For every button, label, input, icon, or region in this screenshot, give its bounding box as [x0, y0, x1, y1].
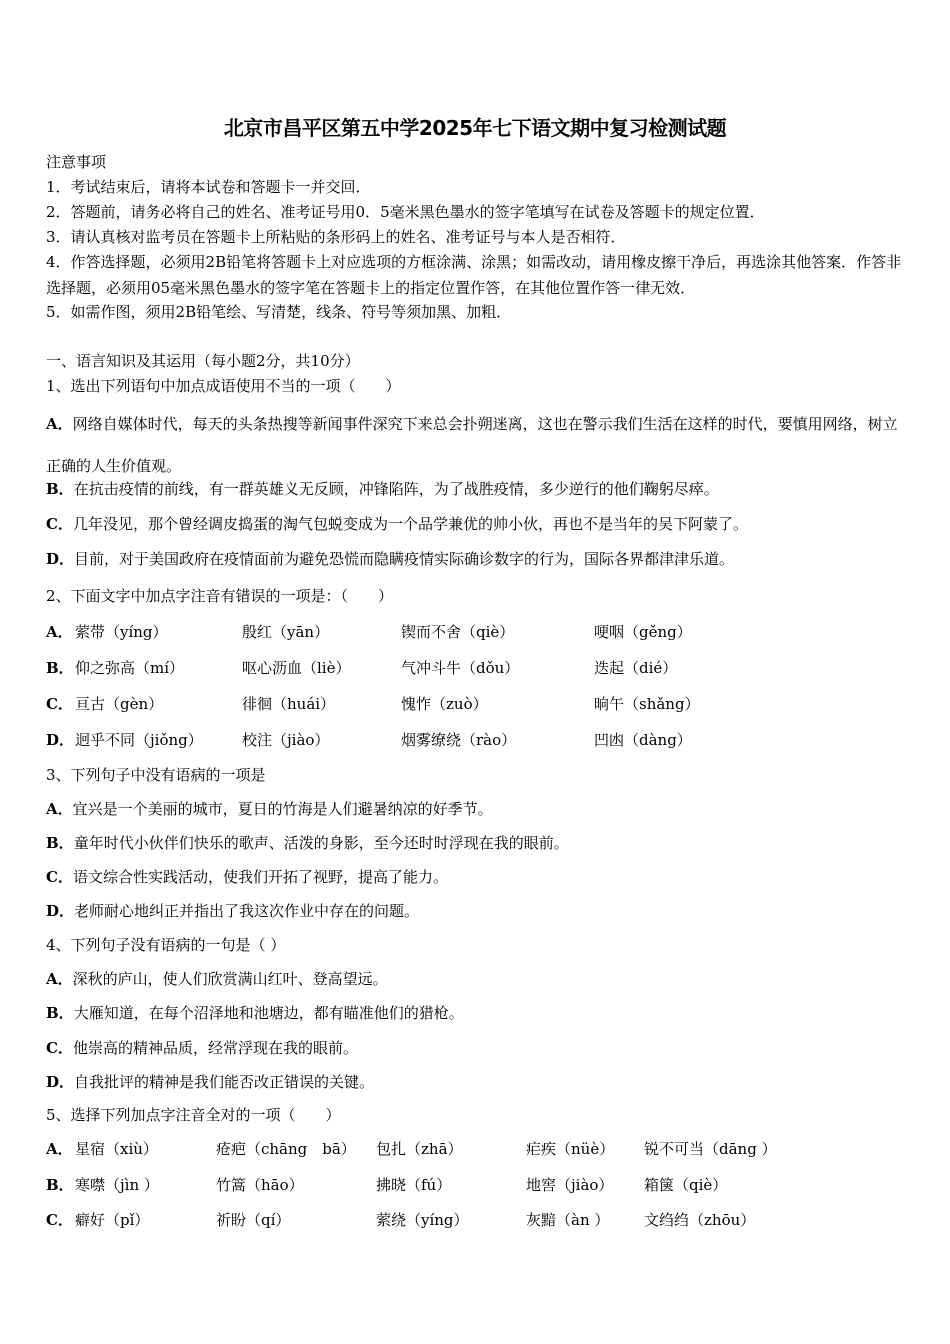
option-text: 自我批评的精神是我们能否改正错误的关键。	[74, 1073, 375, 1091]
option-text: 宜兴是一个美丽的城市，夏日的竹海是人们避暑纳凉的好季节。	[72, 800, 493, 818]
option-a	[46, 799, 493, 819]
option-text: 目前，对于美国政府在疫情面前为避免恐慌而隐瞒疫情实际确诊数字的行为，国际各界都津津乐道。	[74, 550, 735, 568]
notice-item: 2．答题前，请务必将自己的姓名、准考证号用0．5毫米黑色墨水的签字笔填写在试卷及答题卡的规定位置．	[46, 203, 765, 221]
pinyin-item: 锐不可当（dāng ）	[644, 1140, 777, 1158]
option-d	[46, 901, 419, 921]
pinyin-item: 凹凼（dàng）	[594, 731, 692, 749]
notice-item: 4．作答选择题，必须用2B铅笔将答题卡上对应选项的方框涂满、涂黑；如需改动，请用橡皮擦干净后，再选涂其他答案．作答非选择题，必须用05毫米黑色墨水的签字笔在答题卡上的指定位置作答，在其他位置作答一律无效．	[46, 253, 902, 297]
option-label: A．	[46, 623, 73, 641]
option-text: 他崇高的精神品质，经常浮现在我的眼前。	[72, 1039, 358, 1057]
pinyin-item: 地窖（jiào）	[526, 1176, 614, 1194]
option-a	[46, 969, 388, 989]
option-label: D．	[46, 1073, 75, 1091]
pinyin-item: 箱箧（qiè）	[644, 1176, 728, 1194]
notice-item: 3．请认真核对监考员在答题卡上所粘贴的条形码上的姓名、准考证号与本人是否相符．	[46, 228, 626, 246]
pinyin-item: 寒噤（jìn ）	[75, 1176, 159, 1194]
option-label: B．	[46, 1004, 74, 1022]
option-a	[46, 403, 904, 487]
pinyin-item: 锲而不舍（qiè）	[401, 623, 515, 641]
option-label: B．	[46, 1176, 74, 1194]
pinyin-item: 灰黯（àn ）	[526, 1211, 610, 1229]
question-stem: 3、下列句子中没有语病的一项是	[46, 766, 266, 784]
option-text: 语文综合性实践活动，使我们开拓了视野，提高了能力。	[72, 868, 448, 886]
section-heading: 一、语言知识及其运用（每小题2分，共10分）	[46, 352, 360, 370]
pinyin-item: 包扎（zhā）	[376, 1140, 463, 1158]
option-d	[46, 549, 734, 569]
question-stem: 4、下列句子没有语病的一句是（ ）	[46, 936, 286, 954]
pinyin-item: 愧怍（zuò）	[401, 695, 488, 713]
notice-heading: 注意事项	[46, 153, 107, 171]
option-text: 老师耐心地纠正并指出了我这次作业中存在的问题。	[74, 902, 420, 920]
option-d	[46, 1072, 374, 1092]
option-label: B．	[46, 834, 74, 852]
pinyin-item: 迭起（dié）	[594, 659, 678, 677]
option-label: A．	[46, 415, 73, 433]
option-b	[46, 833, 569, 853]
question-stem: 2、下面文字中加点字注音有错误的一项是：（ ）	[46, 587, 394, 605]
pinyin-item: 疟疾（nüè）	[526, 1140, 615, 1158]
pinyin-item: 呕心沥血（liè）	[242, 659, 351, 677]
pinyin-item: 萦绕（yíng）	[376, 1211, 469, 1229]
option-label: B．	[46, 480, 74, 498]
option-label: A．	[46, 1140, 73, 1158]
pinyin-item: 竹篙（hāo）	[216, 1176, 304, 1194]
option-b	[46, 1003, 464, 1023]
pinyin-item: 仰之弥高（mí）	[75, 659, 185, 677]
option-label: D．	[46, 902, 75, 920]
option-label: D．	[46, 550, 75, 568]
pinyin-item: 亘古（gèn）	[75, 695, 164, 713]
pinyin-item: 气冲斗牛（dǒu）	[401, 659, 520, 677]
option-label: A．	[46, 970, 73, 988]
pinyin-item: 萦带（yíng）	[75, 623, 168, 641]
pinyin-item: 拂晓（fú）	[376, 1176, 452, 1194]
option-label: D．	[46, 731, 75, 749]
page-title: 北京市昌平区第五中学2025年七下语文期中复习检测试题	[223, 116, 727, 140]
option-c	[46, 1038, 358, 1058]
pinyin-item: 殷红（yān）	[242, 623, 330, 641]
pinyin-item: 文绉绉（zhōu）	[644, 1211, 756, 1229]
option-label: C．	[46, 868, 73, 886]
option-label: B．	[46, 659, 74, 677]
pinyin-item: 烟雾缭绕（rào）	[401, 731, 517, 749]
option-c	[46, 514, 748, 534]
option-label: C．	[46, 515, 73, 533]
option-b	[46, 479, 719, 499]
pinyin-item: 晌午（shǎng）	[594, 695, 700, 713]
notice-item: 1．考试结束后，请将本试卷和答题卡一并交回．	[46, 178, 371, 196]
pinyin-item: 祈盼（qí）	[216, 1211, 291, 1229]
pinyin-item: 校注（jiào）	[242, 731, 330, 749]
option-text: 大雁知道，在每个沼泽地和池塘边，都有瞄准他们的猎枪。	[73, 1004, 464, 1022]
option-text: 几年没见，那个曾经调皮捣蛋的淘气包蜕变成为一个品学兼优的帅小伙，再也不是当年的吴下阿蒙了。	[72, 515, 748, 533]
option-text: 童年时代小伙伴们快乐的歌声、活泼的身影，至今还时时浮现在我的眼前。	[73, 834, 569, 852]
pinyin-item: 疮疤（chāng bā）	[216, 1140, 356, 1158]
question-stem: 1、选出下列语句中加点成语使用不当的一项（ ）	[46, 377, 401, 395]
option-text: 在抗击疫情的前线，有一群英雄义无反顾，冲锋陷阵，为了战胜疫情，多少逆行的他们鞠躬尽瘁。	[73, 480, 719, 498]
pinyin-item: 徘徊（huái）	[242, 695, 336, 713]
option-text: 深秋的庐山，使人们欣赏满山红叶、登高望远。	[72, 970, 388, 988]
option-c	[46, 867, 448, 887]
question-stem: 5、选择下列加点字注音全对的一项（ ）	[46, 1106, 341, 1124]
pinyin-item: 哽咽（gěng）	[594, 623, 692, 641]
option-label: A．	[46, 800, 73, 818]
pinyin-item: 星宿（xiù）	[75, 1140, 158, 1158]
option-label: C．	[46, 1039, 73, 1057]
notice-item: 5．如需作图，须用2B铅笔绘、写清楚，线条、符号等须加黑、加粗．	[46, 303, 512, 321]
option-label: C．	[46, 1211, 73, 1229]
option-label: C．	[46, 695, 73, 713]
option-text: 网络自媒体时代，每天的头条热搜等新闻事件深究下来总会扑朔迷离，这也在警示我们生活在这样的时代，要慎用网络，树立正确的人生价值观。	[46, 415, 898, 475]
pinyin-item: 迥乎不同（jiǒng）	[75, 731, 203, 749]
pinyin-item: 癖好（pǐ）	[75, 1211, 150, 1229]
